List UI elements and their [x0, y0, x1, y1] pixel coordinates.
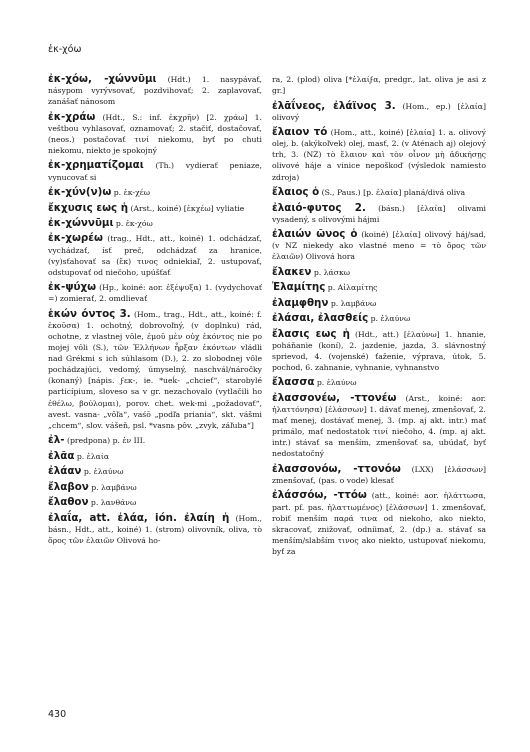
entry-definition: (Hdt., S.: inf. ἐκχρῆν) [2. χράω] 1. veštbou vyhlasovať, oznamovať; 2. stačiť, dostačovať, (neos.) postačovať τινί niekomu, byť po chuti niekomu, niekto je spokojný: [48, 112, 262, 155]
dictionary-entry: [272, 101, 486, 123]
entry-definition: p. ἐλαύνω: [368, 314, 411, 324]
entry-headword: ἔκχυσις εως ἡ: [48, 201, 129, 214]
entry-definition: p. λανθάνω: [88, 498, 137, 508]
entry-definition: (Hdt.) 1. nasypávať, násypom vyrývsovať, pozdvihovať; 2. zaplavovať, zanášať nánosom: [48, 75, 263, 107]
dictionary-entry: [48, 160, 262, 182]
dictionary-entry: [48, 482, 262, 493]
entry-headword: ἐλάσσόω, -ττόω: [272, 489, 367, 502]
entry-definition: (Hom., att., koiné) [ἐλαία] 1. a. olivový olej, b. (akýkoľvek) olej, masť, 2. (v Aténach aj) olejový trh, 3. (NZ) τὸ ἔλαιον καὶ τὸν οἶνον μὴ ἀδικήσῃς olivové háje a vinice nepoškoď (výsledok namiesto zdroja): [272, 128, 486, 182]
dictionary-entry: [48, 203, 262, 214]
entry-definition: p. ἐλαύνω: [314, 378, 357, 388]
dictionary-entry: [272, 282, 486, 293]
dictionary-entry: [48, 218, 262, 229]
dictionary-entry: [272, 203, 486, 225]
entry-definition: (trag., Hdt., att., koiné) 1. odchádzať, vychádzať, ísť preč, odchádzať za hranice, (vy)sťahovať sa (ἔκ) τινος odniekiaľ, 2. ustupovať, odstupovať od niečoho, upúšťať: [48, 234, 262, 277]
entry-headword: ἐκ-χώννῡμι: [48, 216, 114, 229]
dictionary-entry: [48, 451, 262, 462]
entry-headword: ἐλασσονέω, -ττονέω: [272, 391, 397, 404]
dictionary-entry: [48, 309, 262, 431]
entry-definition: p. λάσκω: [311, 267, 351, 277]
entry-headword: ἐλᾶα: [48, 449, 75, 462]
entry-headword: ἐκ-χρηματίζομαι: [48, 159, 144, 172]
dictionary-entry: [48, 112, 262, 156]
entry-definition: (S., Paus.) [p. ἐλαία] planá/divá oliva: [319, 188, 466, 198]
dictionary-entry: [272, 74, 486, 96]
dictionary-entry: [272, 329, 486, 373]
entry-definition: (Hom., trag., Hdt., att., koiné: f. ἑκοῦσα) 1. ochotný, dobrovoľný, (v doplnku) rád, ochotne, z vlastnej vôle, ἐμοῦ μὲν οὐχ ἑκόντος nie po mojej vôli (S.), τῶν Ἑλλήνων ἦρξαν ἑκόντων vládli nad Grékmi s ich súhlasom (D.), 2. zo slobodnej vôle pochádzajúci, vedomý, úmyselný, naschvál/náročky (konaný) [nápis. ϝεκ-, ie. *ueḱ- „chcieť“, starobylé particípium, sloveso sa v gr. nezachovalo (vytlačili ho ἐθέλω, βούλομαι), porov. chet. wek-mi „požadovať“, avest. vasna- „vôľa“, vaśō „podľa priania“, skt. vášmi „chcem“, slov. vášeň, psl. *vasnь pôv. „zvyk, záľuba“]: [48, 309, 262, 430]
dictionary-entry: [48, 466, 262, 477]
entry-definition: (Arst., koiné) [ἐκχέω] vyliatie: [128, 203, 245, 213]
dictionary-entry: [272, 464, 486, 486]
entry-definition: (Hom., básn., Hdt., att., koiné) 1. (strom) olivovník, oliva, τὸ ὄρος τῶν ἐλαιῶν Olivová ho-: [48, 513, 262, 545]
dictionary-entry: [272, 267, 486, 278]
entry-headword: ἐλαΐα, att. ἐλάα, ión. ἐλαίη ἡ: [48, 511, 230, 524]
dictionary-entry: [48, 282, 262, 304]
dictionary-entry: [272, 313, 486, 324]
entry-headword: ἐλάσαι, ἐλασθείς: [272, 312, 369, 325]
page-number: 430: [48, 709, 67, 720]
entry-headword: ἔλασις εως ἡ: [272, 327, 350, 340]
dictionary-entry: [272, 187, 486, 198]
entry-definition: (koiné) [ἐλαία] olivový háj/sad, (v NZ niekedy ako vlastné meno = τὸ ὄρος τῶν ἐλαιῶν) Olivová hora: [272, 230, 486, 262]
entry-headword: ἐλαμφθην: [272, 296, 329, 309]
entry-headword: ἐκ-χύν(ν)ω: [48, 186, 112, 199]
entry-definition: (att., koiné: aor. ἠλάττωσα, part. pf. pas. ἠλαττωμένος) [ἐλάσσων] 1. zmenšovať, robiť menším παρά τινα od niekoho, ako niekto, skracovať, znižovať, odníimať, 2. (dp.) a. stávať sa menším/slabším τινος ako niekto, ustupovať niekomu, byť za: [272, 491, 486, 556]
right-column: [272, 74, 486, 561]
entry-definition: (Arst., koiné: aor. ἠλαττόνησα) [ἐλάσσων] 1. dávať menej, zmenšovať, 2. mať menej, dostávať menej, 3. (mp. aj akt. intr.) mať primálo, mať nedostatok τινί niečoho, 4. (mp. aj akt. intr.) stávať sa menším, zmenšovať sa, ubúdať, byť nedostatočný: [272, 393, 486, 459]
entry-definition: p. ἐκ-χέω: [111, 188, 151, 198]
entry-definition: (LXX) [ἐλάσσων] zmenšovať, (pas. o vode) klesať: [272, 464, 486, 485]
entry-definition: (básn.) [ἐλαία] olivami vysadený, s olivovými hájmi: [272, 203, 486, 224]
entry-headword: ἔλαθον: [48, 496, 89, 509]
entry-definition: p. Αἰλαμίτης: [325, 283, 378, 293]
entry-headword: ἔλακεν: [272, 265, 312, 278]
entry-headword: ἐκ-ψύχω: [48, 281, 97, 294]
entry-headword: ἑκών όντος 3.: [48, 307, 131, 320]
entry-headword: ἐλασσονόω, -ττονόω: [272, 462, 401, 475]
running-header: ἐκ-χόω: [48, 44, 82, 55]
entry-definition: (Hp., koiné: aor. ἐξέψυξα) 1. (vydychovať =) zomierať, 2. omdlievať: [48, 283, 262, 304]
dictionary-entry: [272, 229, 486, 262]
entry-headword: ἐλαιών ῶνος ὁ: [272, 228, 358, 241]
entry-definition: ra, 2. (plod) oliva [*ἐλαίϝα, predgr., lat. oliva je asi z gr.]: [272, 75, 486, 96]
entry-headword: Ἐλαμίτης: [272, 281, 326, 294]
entry-definition: p. ἐλαία: [74, 451, 110, 461]
entry-headword: ἐκ-χόω, -χώννῡμι: [48, 73, 157, 85]
entry-definition: p. λαμβάνω: [88, 482, 137, 492]
dictionary-entry: [48, 513, 262, 546]
entry-headword: ἐλαιό-φυτος 2.: [272, 201, 366, 214]
entry-definition: p. ἐκ-χόω: [113, 218, 153, 228]
dictionary-entry: [272, 490, 486, 557]
entry-headword: ἔλασσα: [272, 376, 315, 389]
entry-headword: ἐκ-χωρέω: [48, 232, 103, 245]
dictionary-entry: [272, 127, 486, 182]
entry-definition: (Th.) vydierať peniaze, vynucovať si: [48, 161, 262, 182]
entry-headword: ἐλᾱΐνεος, ἐλάϊνος 3.: [272, 99, 396, 112]
dictionary-entry: [48, 435, 262, 446]
entry-headword: ἐλάαν: [48, 465, 82, 478]
entry-definition: (Hom., ep.) [ἐλαία] olivový: [272, 101, 486, 122]
entry-headword: ἐκ-χράω: [48, 110, 96, 123]
dictionary-entry: [272, 377, 486, 388]
entry-definition: p. ἐλαύνω: [81, 467, 124, 477]
entry-headword: ἔλαιον τό: [272, 126, 328, 139]
entry-headword: ἐλ-: [48, 434, 65, 447]
dictionary-entry: [48, 187, 262, 198]
entry-definition: (predpona) p. ἐν III.: [64, 436, 146, 446]
entry-definition: p. λαμβάνω: [328, 298, 377, 308]
dictionary-entry: [48, 233, 262, 277]
dictionary-entry: [272, 298, 486, 309]
dictionary-entry: [48, 497, 262, 508]
dictionary-entry: [48, 74, 262, 107]
entry-definition: (Hdt., att.) [ἐλαύνω] 1. hnanie, poháňanie (koní), 2. jazdenie, jazda, 3. slávnostný sprievod, 4. (vojenské) ťaženie, výprava, útok, 5. pochod, 6. zahnanie, vyhnanie, vyhnanstvo: [272, 329, 486, 372]
left-column: [48, 74, 262, 550]
entry-headword: ἔλαβον: [48, 480, 89, 493]
entry-headword: ἔλαιος ὁ: [272, 186, 320, 199]
dictionary-entry: [272, 393, 486, 460]
